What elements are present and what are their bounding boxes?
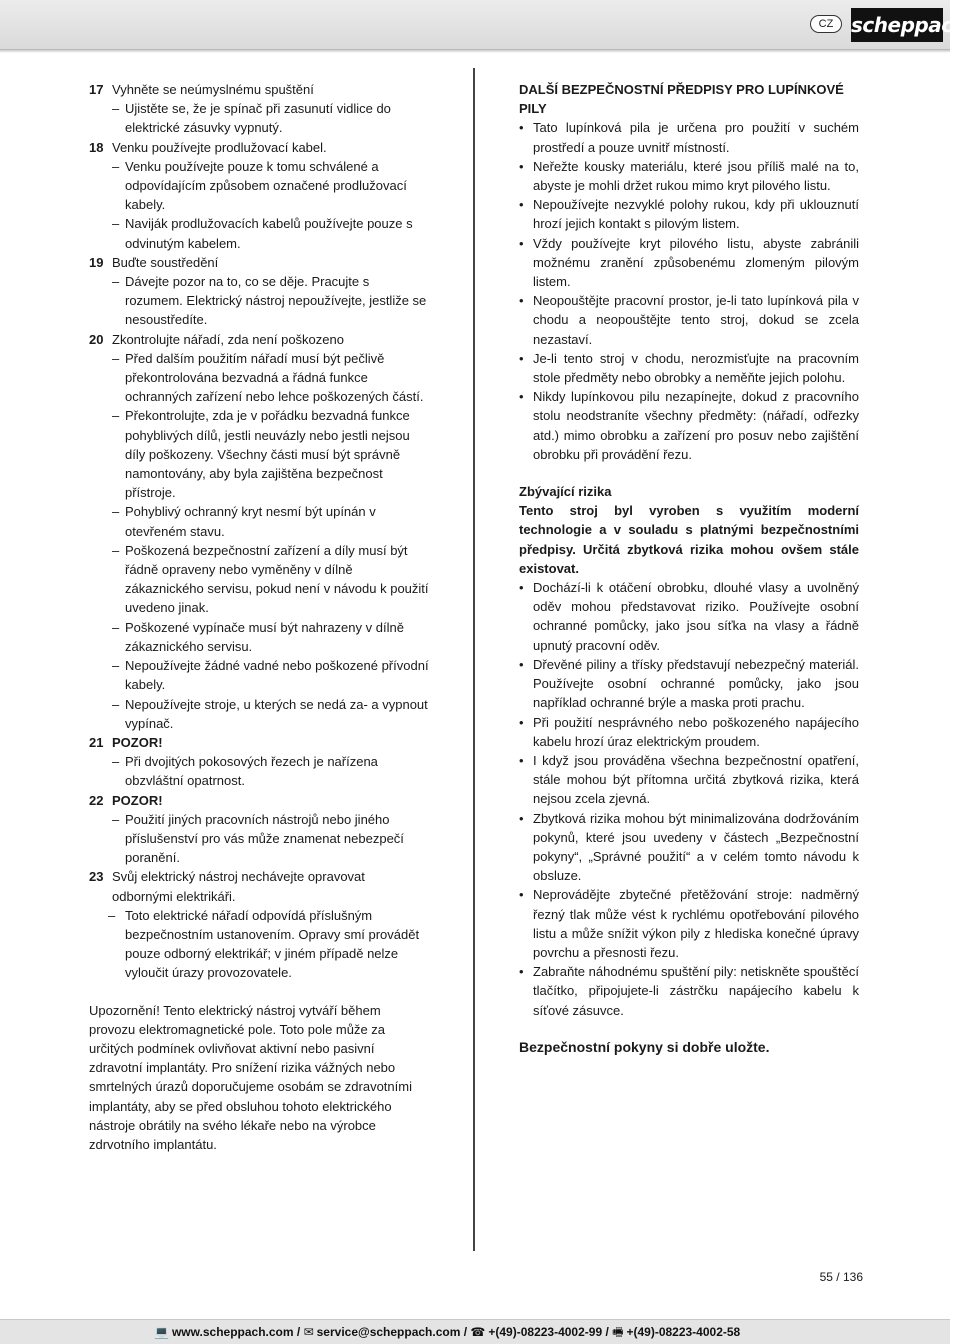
numbered-instructions — [89, 80, 429, 983]
bullet-item: • Dochází-li k otáčení obrobku, dlouhé vlasy a uvolněný oděv mohou představovat riziko. Používejte osobní ochranné pomůcky, jako jsou síťka na vlasy a řádně upnutý pracovní oděv. — [519, 578, 859, 655]
phone-icon: ☎ — [470, 1325, 486, 1339]
residual-risks-title: Zbývající rizika — [519, 484, 612, 500]
save-instructions-note: Bezpečnostní pokyny si dobře uložte. — [519, 1038, 770, 1055]
footer-bar — [0, 1319, 950, 1344]
instruction-title: Svůj elektrický nástroj nechávejte opravovat odbornými elektrikáři. — [112, 869, 365, 904]
instruction-title: Zkontrolujte nářadí, zda není poškozeno — [112, 331, 344, 347]
instruction-sublist — [89, 272, 429, 330]
instruction-number: 19 — [89, 254, 104, 270]
bullet-item: • Při použití nesprávného nebo poškozeného napájecího kabelu hrozí úraz elektrickým proudem. — [519, 713, 859, 751]
instruction-sublist — [89, 349, 429, 733]
instruction-subitem: – Při dvojitých pokosových řezech je nařízena obzvláštní opatrnost. — [89, 752, 429, 790]
language-badge: CZ — [810, 15, 842, 33]
footer-fax: +(49)-08223-4002-58 — [626, 1325, 741, 1339]
instruction-number: 20 — [89, 331, 104, 347]
instruction-subitem: – Překontrolujte, zda je v pořádku bezvadná funkce pohyblivých dílů, jestli neuvázly nebo jestli nejsou díly poškozeny. Všechny části musí být správně namontovány, aby byla zajištěna bezpečnost přístroje. — [89, 406, 429, 502]
bullet-item: • Neprovádějte zbytečné přetěžování stroje: nadměrný řezný tlak může vést k rychlému opotřebování pilového listu a může snížit výkon pily z hlediska konečné úpravy povrchu a přesnosti řezu. — [519, 885, 859, 962]
section-title: DALŠÍ BEZPEČNOSTNÍ PŘEDPISY PRO LUPÍNKOVÉ PILY — [519, 82, 844, 117]
right-column — [519, 80, 859, 1057]
bullet-item: • Vždy používejte kryt pilového listu, abyste zabránili možnému zranění způsobenému zlomeným pilovým listem. — [519, 234, 859, 292]
bullet-item: • I když jsou prováděna všechna bezpečnostní opatření, stále mohou být přítomna určitá zbytková rizika, která nejsou zcela zjevná. — [519, 751, 859, 809]
instruction-item — [89, 867, 429, 905]
instruction-subitem: – Před dalším použitím nářadí musí být pečlivě překontrolována bezvadná a řádná funkce ochranných zařízení nebo lehce poškozených částí. — [89, 349, 429, 407]
header-shadow — [0, 49, 950, 53]
instruction-number: 23 — [89, 869, 104, 885]
computer-icon: 💻 — [154, 1325, 169, 1339]
emf-notice: Upozornění! Tento elektrický nástroj vytváří během provozu elektromagnetické pole. Toto pole může za určitých podmínek ovlivňovat aktivní nebo pasivní zdravotní implantáty. Pro snížení rizika vážných nebo smrtelných úrazů doporučujeme osobám se zdravotními implantáty, aby se před obsluhou tohoto elektrického nástroje obrátily na svého lékaře nebo na výrobce zdrvotního implantátu. — [89, 1002, 412, 1152]
instruction-number: 22 — [89, 792, 104, 808]
instruction-title: Vyhněte se neúmyslnému spuštění — [112, 82, 314, 97]
residual-risks-intro: Tento stroj byl vyroben s využitím moderní technologie a v souladu s platnými bezpečnostními předpisy. Určitá zbytková rizika mohou ovšem stále existovat. — [519, 503, 859, 576]
instruction-item — [89, 138, 429, 157]
footer-email-link[interactable]: service@scheppach.com / — [316, 1325, 468, 1339]
column-divider — [473, 68, 475, 1251]
instruction-subitem: – Poškozená bezpečnostní zařízení a díly musí být řádně opraveny nebo vyměněny v dílně zákaznického servisu, pokud není v návodu k použití uvedeno jinak. — [89, 541, 429, 618]
instruction-subitem: – Ujistěte se, že je spínač při zasunutí vidlice do elektrické zásuvky vypnutý. — [89, 99, 429, 137]
bullet-item: • Nikdy lupínkovou pilu nezapínejte, dokud z pracovního stolu neodstraníte všechny předměty: (nářadí, odřezky atd.) mimo obrobku a zařízení pro posuv nebo zajištění obrobku při provádění řezu. — [519, 387, 859, 464]
instruction-sublist — [89, 810, 429, 868]
instruction-sublist — [89, 157, 429, 253]
mail-icon: ✉ — [303, 1325, 314, 1339]
instruction-sublist — [89, 752, 429, 790]
instruction-number: 17 — [89, 82, 104, 97]
instruction-subitem: – Nepoužívejte stroje, u kterých se nedá za- a vypnout vypínač. — [89, 695, 429, 733]
bullet-item: • Tato lupínková pila je určena pro použití v suchém prostředí a pouze uvnitř místností. — [519, 118, 859, 156]
bullet-item: • Je-li tento stroj v chodu, nerozmisťujte na pracovním stole předměty nebo obrobky a neměňte jejich polohu. — [519, 349, 859, 387]
scheppach-logo: scheppach — [851, 8, 943, 42]
page-number: 55 / 136 — [819, 1270, 863, 1284]
bullet-item: • Neopouštějte pracovní prostor, je-li tato lupínková pila v chodu a neopouštějte tento stroj, dokud se zcela nezastaví. — [519, 291, 859, 349]
instruction-title: Buďte soustředění — [112, 254, 219, 270]
footer-phone: +(49)-08223-4002-99 / — [488, 1325, 609, 1339]
left-column — [89, 80, 429, 1154]
instruction-subitem: – Použití jiných pracovních nástrojů nebo jiného příslušenství pro vás může znamenat nebezpečí poranění. — [89, 810, 429, 868]
instruction-subitem: – Dávejte pozor na to, co se děje. Pracujte s rozumem. Elektrický nástroj nepoužívejte, jestliže se nesoustředíte. — [89, 272, 429, 330]
instruction-subitem: – Poškozené vypínače musí být nahrazeny v dílně zákaznického servisu. — [89, 618, 429, 656]
instruction-title: Venku používejte prodlužovací kabel. — [112, 139, 327, 155]
instruction-title: POZOR! — [112, 734, 163, 750]
header-bar — [0, 0, 966, 50]
bullet-item: • Zbytková rizika mohou být minimalizována dodržováním pokynů, které jsou uvedeny v částech „Bezpečnostní pokyny“, „Správné použití“ a v celém tomto návodu k obsluze. — [519, 809, 859, 886]
instruction-item — [89, 791, 429, 810]
instruction-subitem: – Naviják prodlužovacích kabelů používejte pouze s odvinutým kabelem. — [89, 214, 429, 252]
bullet-item: • Zabraňte náhodnému spuštění pily: netiskněte spouštěcí tlačítko, připojujete-li zástrčku napájecího kabelu k síťové zásuvce. — [519, 962, 859, 1020]
instruction-item — [89, 80, 429, 99]
bullet-item: • Nepoužívejte nezvyklé polohy rukou, kdy při uklouznutí hrozí jejich kontakt s pilovým listem. — [519, 195, 859, 233]
footer-website-link[interactable]: www.scheppach.com / — [171, 1325, 301, 1339]
bullet-item: • Dřevěné piliny a třísky představují nebezpečný materiál. Používejte osobní ochranné pomůcky, jako jsou například ochranné brýle a maska proti prachu. — [519, 655, 859, 713]
instruction-item — [89, 253, 429, 272]
instruction-item — [89, 330, 429, 349]
instruction-subitem: – Nepoužívejte žádné vadné nebo poškozené přívodní kabely. — [89, 656, 429, 694]
instruction-item — [89, 733, 429, 752]
instruction-sublist — [89, 906, 429, 983]
instruction-number: 21 — [89, 734, 104, 750]
bullet-item: • Neřežte kousky materiálu, které jsou příliš malé na to, abyste je mohli držet rukou mimo kryt pilového listu. — [519, 157, 859, 195]
instruction-number: 18 — [89, 139, 104, 155]
safety-bullet-list — [519, 118, 859, 464]
instruction-subitem: – Pohyblivý ochranný kryt nesmí být upínán v otevřeném stavu. — [89, 502, 429, 540]
instruction-subitem: – Venku používejte pouze k tomu schválené a odpovídajícím způsobem označené prodlužovací kabely. — [89, 157, 429, 215]
fax-icon: 🖷 — [612, 1325, 624, 1339]
instruction-sublist — [89, 99, 429, 137]
instruction-subitem: – Toto elektrické nářadí odpovídá příslušným bezpečnostním ustanovením. Opravy smí provádět pouze odborný elektrikář; v jiném případě nelze vyloučit úrazy provozovatele. — [89, 906, 429, 983]
residual-bullet-list — [519, 578, 859, 1020]
instruction-title: POZOR! — [112, 792, 163, 808]
